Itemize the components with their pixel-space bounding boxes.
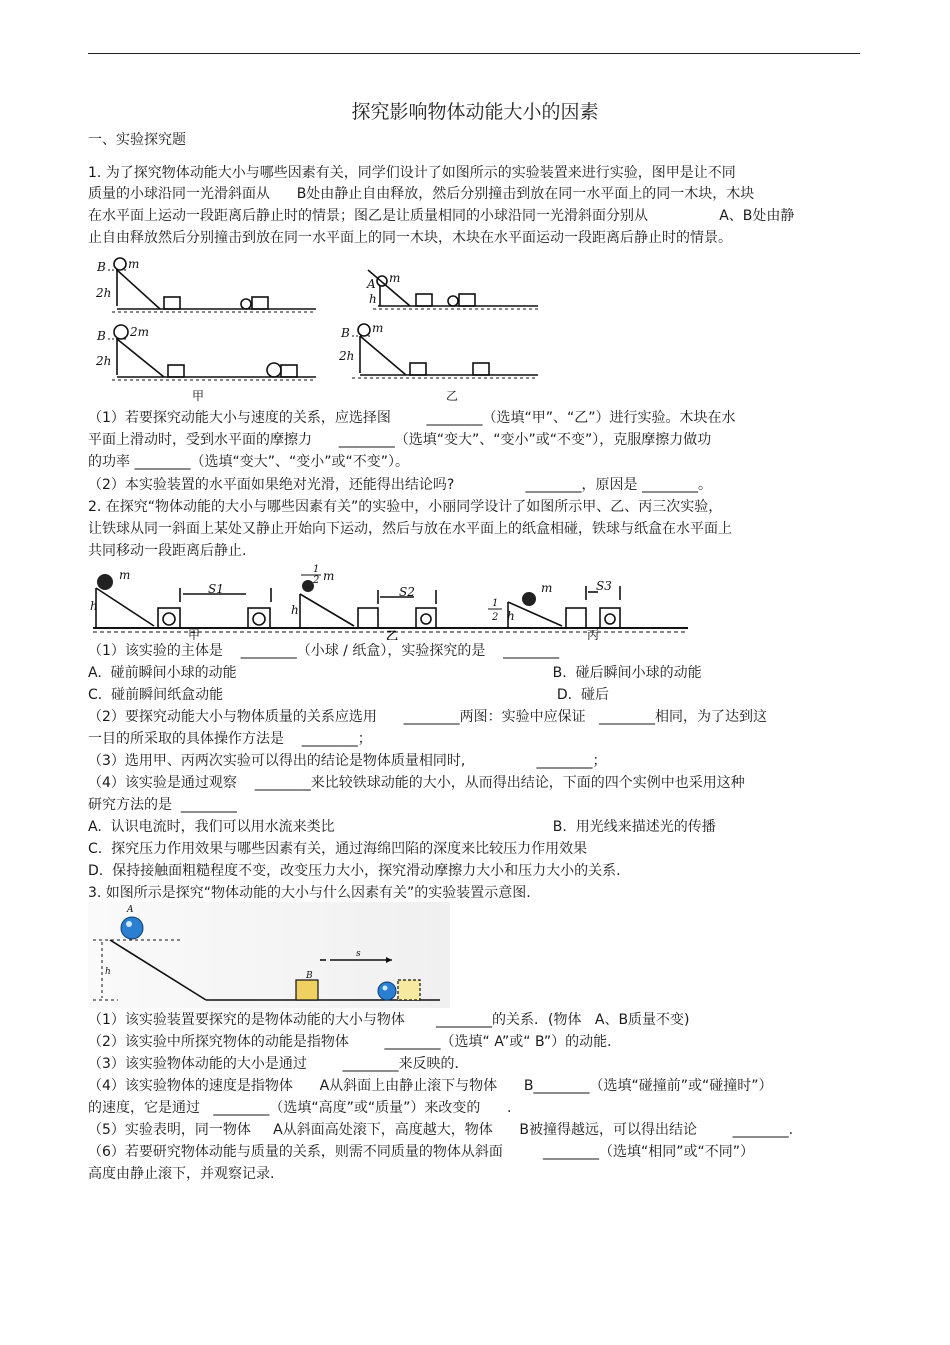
figure-3 xyxy=(88,902,450,1008)
figure-3-svg xyxy=(88,902,450,1008)
text-line: （5）实验表明，同一物体 A从斜面高处滚下，高度越大，物体 B被撞得越远，可以得出结论 ________. xyxy=(88,1122,794,1138)
label-s2: S2 xyxy=(399,585,415,599)
text-line: （6）若要研究物体动能与质量的关系，则需不同质量的物体从斜面 ________（选填“相同”或“不同”） xyxy=(88,1144,754,1160)
label-jia: 甲 xyxy=(188,628,201,640)
label-m: m xyxy=(389,271,401,285)
label-2h: 2h xyxy=(96,354,112,368)
label-s: s xyxy=(356,949,361,959)
label-a: A xyxy=(127,905,134,915)
text-line: 1. 为了探究物体动能大小与哪些因素有关，同学们设计了如图所示的实验装置来进行实验，图甲是让不同 xyxy=(88,165,736,181)
label-frac-num: 1 xyxy=(313,564,320,575)
label-b: B xyxy=(341,326,350,340)
text-line: 研究方法的是 ________ xyxy=(88,797,237,813)
label-s3: S3 xyxy=(596,579,612,593)
figure-2-svg xyxy=(88,562,691,640)
text-line: D. 保持接触面粗糙程度不变，改变压力大小，探究滑动摩擦力大小和压力大小的关系. xyxy=(88,863,621,879)
figure-2 xyxy=(88,562,691,640)
text-line: （1）若要探究动能大小与速度的关系，应选择图 ________（选填“甲”、“乙”）进行实验。木块在水 xyxy=(88,410,736,426)
label-b: B xyxy=(97,260,106,274)
label-h: h xyxy=(105,967,111,977)
section-heading: 一、实验探究题 xyxy=(88,132,186,148)
label-frac-den: 2 xyxy=(492,612,499,623)
block-b-moved xyxy=(398,980,420,1000)
label-a: A xyxy=(367,277,376,291)
text-line: （4）该实验是通过观察 ________来比较铁球动能的大小，从而得出结论，下面的四个实例中也采用这种 xyxy=(88,775,745,791)
label-m: m xyxy=(128,257,140,271)
label-frac-num: 1 xyxy=(492,598,499,609)
label-yi: 乙 xyxy=(386,629,399,640)
label-b: B xyxy=(306,971,313,981)
label-m: m xyxy=(541,581,553,595)
label-b: B xyxy=(97,329,106,343)
text-line: 平面上滑动时，受到水平面的摩擦力 ________（选填“变大”、“变小”或“不变”），克服摩擦力做功 xyxy=(88,432,712,448)
text-line: A. 认识电流时，我们可以用水流来类比 B. 用光线来描述光的传播 xyxy=(88,819,716,835)
figure-1 xyxy=(88,250,548,408)
text-line: （2）要探究动能大小与物体质量的关系应选用 ________两图：实验中应保证 ________相同，为了达到这 xyxy=(88,709,767,725)
text-line: 2. 在探究“物体动能的大小与哪些因素有关”的实验中，小丽同学设计了如图所示甲、乙、丙三次实验， xyxy=(88,499,723,515)
label-h: h xyxy=(507,609,515,623)
header-rule xyxy=(88,53,860,54)
text-line: 让铁球从同一斜面上某处又静止开始向下运动，然后与放在水平面上的纸盒相碰，铁球与纸盒在水平面上 xyxy=(88,521,732,537)
ball-a-bottom xyxy=(378,982,396,1000)
label-h: h xyxy=(90,599,98,613)
label-m: m xyxy=(119,568,131,582)
label-frac-den: 2 xyxy=(313,575,320,586)
text-line: （3）该实验物体动能的大小是通过 ________来反映的． xyxy=(88,1056,469,1072)
text-line: 质量的小球沿同一光滑斜面从 B处由静止自由释放，然后分别撞击到放在同一水平面上的同一木块，木块 xyxy=(88,186,755,202)
text-line: （4）该实验物体的速度是指物体 A从斜面上由静止滚下与物体 B________（选填“碰撞前”或“碰撞时”） xyxy=(88,1078,773,1094)
text-line: 3. 如图所示是探究“物体动能的大小与什么因素有关”的实验装置示意图. xyxy=(88,885,531,901)
ball-a xyxy=(121,917,143,939)
label-jia: 甲 xyxy=(192,389,205,403)
label-s1: S1 xyxy=(208,582,224,596)
text-line: 共同移动一段距离后静止. xyxy=(88,543,247,559)
label-yi: 乙 xyxy=(446,389,459,403)
text-line: 一目的所采取的具体操作方法是 ________； xyxy=(88,731,372,747)
label-m: m xyxy=(372,321,384,335)
label-2m: 2m xyxy=(130,325,150,339)
text-line: A. 碰前瞬间小球的动能 B. 碰后瞬间小球的动能 xyxy=(88,665,702,681)
figure-1-svg xyxy=(88,250,548,408)
text-line: （1）该实验的主体是 ________（小球 / 纸盒），实验探究的是 ________ xyxy=(88,643,560,659)
page-title: 探究影响物体动能大小的因素 xyxy=(351,101,599,123)
label-2h: 2h xyxy=(339,349,355,363)
text-line: 在水平面上运动一段距离后静止时的情景；图乙是让质量相同的小球沿同一光滑斜面分别从 A、B处由静 xyxy=(88,208,795,224)
block-b xyxy=(296,980,318,1000)
label-h: h xyxy=(369,292,377,306)
text-line: C. 探究压力作用效果与哪些因素有关，通过海绵凹陷的深度来比较压力作用效果 xyxy=(88,841,588,857)
text-line: 的速度，它是通过 ________（选填“高度”或“质量”）来改变的 . xyxy=(88,1100,512,1116)
text-line: （2）该实验中所探究物体的动能是指物体 ________（选填“ A”或“ B”）的动能． xyxy=(88,1034,622,1050)
text-line: 止自由释放然后分别撞击到放在同一水平面上的同一木块，木块在水平面运动一段距离后静止时的情景。 xyxy=(88,230,732,246)
text-line: （2）本实验装置的水平面如果绝对光滑，还能得出结论吗? ________，原因是 ________。 xyxy=(88,477,712,493)
label-2h: 2h xyxy=(96,286,112,300)
label-bing: 丙 xyxy=(587,628,600,640)
label-m: m xyxy=(323,569,335,583)
text-line: C. 碰前瞬间纸盒动能 D. 碰后 xyxy=(88,687,610,703)
label-h: h xyxy=(291,603,299,617)
text-line: （1）该实验装置要探究的是物体动能的大小与物体 ________的关系．(物体 A、B质量不变) xyxy=(88,1012,690,1028)
text-line: 的功率 ________（选填“变大”、“变小”或“不变”）。 xyxy=(88,454,409,470)
text-line: 高度由静止滚下，并观察记录. xyxy=(88,1166,275,1182)
text-line: （3）选用甲、丙两次实验可以得出的结论是物体质量相同时, ________； xyxy=(88,753,607,769)
